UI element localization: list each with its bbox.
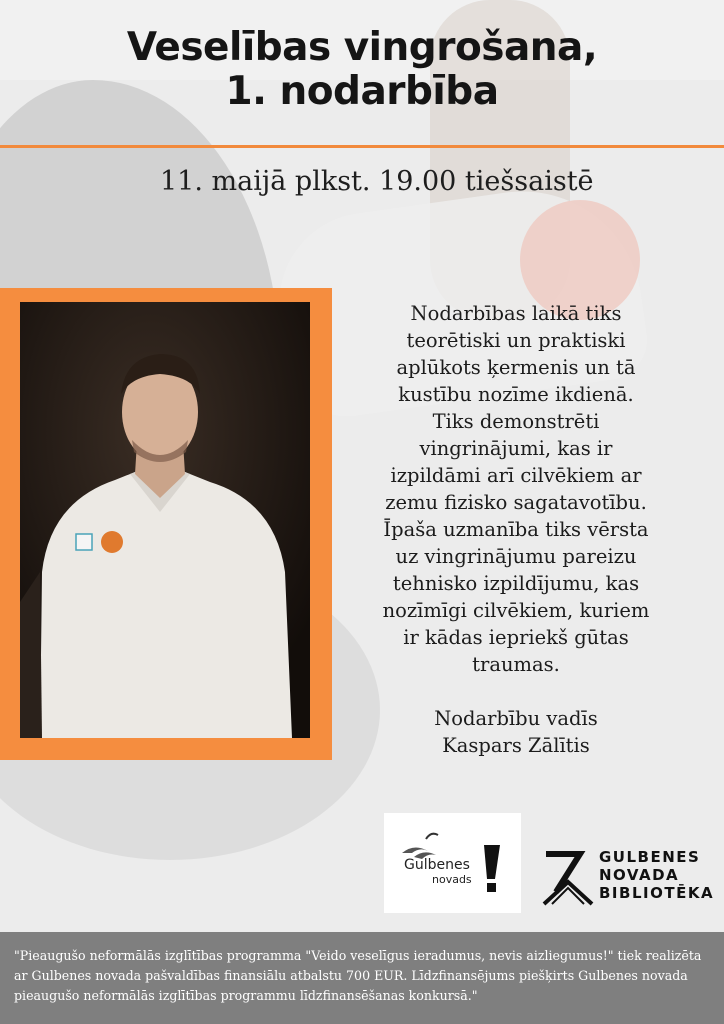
- funding-footer: [0, 932, 724, 1024]
- description-line: traumas.: [472, 653, 560, 676]
- description-line: ir kādas iepriekš gūtas: [403, 626, 629, 649]
- library-name-line: GULBENES: [599, 848, 701, 866]
- description-line: izpildāmi arī cilvēkiem ar: [390, 464, 642, 487]
- title-line-2: 1. nodarbība: [225, 69, 499, 114]
- poster-title: [0, 26, 724, 114]
- description-line: aplūkots ķermenis un tā: [396, 356, 636, 379]
- leader-name: Kaspars Zālītis: [442, 734, 590, 757]
- library-name-line: NOVADA: [599, 866, 680, 884]
- description-line: tehnisko izpildījumu, kas: [392, 572, 640, 595]
- description-line: zemu fizisko sagatavotību.: [385, 491, 647, 514]
- gulbenes-novads-logo: [384, 813, 521, 913]
- library-logo: [540, 848, 715, 908]
- leader-label: Nodarbību vadīs: [434, 707, 598, 730]
- instructor-photo: [20, 302, 310, 738]
- description-line: Īpaša uzmanība tiks vērsta: [383, 518, 649, 541]
- funding-note: "Pieaugušo neformālās izglītības programma "Veido veselīgus ieradumus, nevis aizliegumus!" tiek realizēta ar Gulbenes novada pašvaldības finansiālu atbalstu 700 EUR. Līdzfinansējums piešķirts Gulbenes novada pieaugušo neformālās izglītības programmu līdzfinansēšanas konkursā.": [14, 948, 702, 1003]
- description-line: nozīmīgi cilvēkiem, kuriem: [382, 599, 650, 622]
- logo-word-2: novads: [432, 873, 472, 886]
- event-date: 11. maijā plkst. 19.00 tiešsaistē: [160, 166, 594, 197]
- title-line-1: Veselības vingrošana,: [126, 25, 598, 70]
- library-name-line: BIBLIOTĒKA: [599, 884, 715, 902]
- description-line: Tiks demonstrēti: [432, 410, 600, 433]
- description-line: vingrinājumi, kas ir: [419, 437, 613, 460]
- event-description: [356, 300, 676, 759]
- logo-word-1: Gulbenes: [404, 857, 470, 873]
- orange-divider: [0, 145, 724, 148]
- description-line: uz vingrinājumu pareizu: [395, 545, 637, 568]
- instructor-credit: [356, 705, 676, 759]
- description-text: [356, 300, 676, 678]
- description-line: kustību nozīme ikdienā.: [398, 383, 634, 406]
- description-line: Nodarbības laikā tiks: [410, 302, 622, 325]
- library-book-icon: [540, 848, 596, 908]
- description-line: teorētiski un praktiski: [406, 329, 626, 352]
- library-name: [599, 848, 714, 902]
